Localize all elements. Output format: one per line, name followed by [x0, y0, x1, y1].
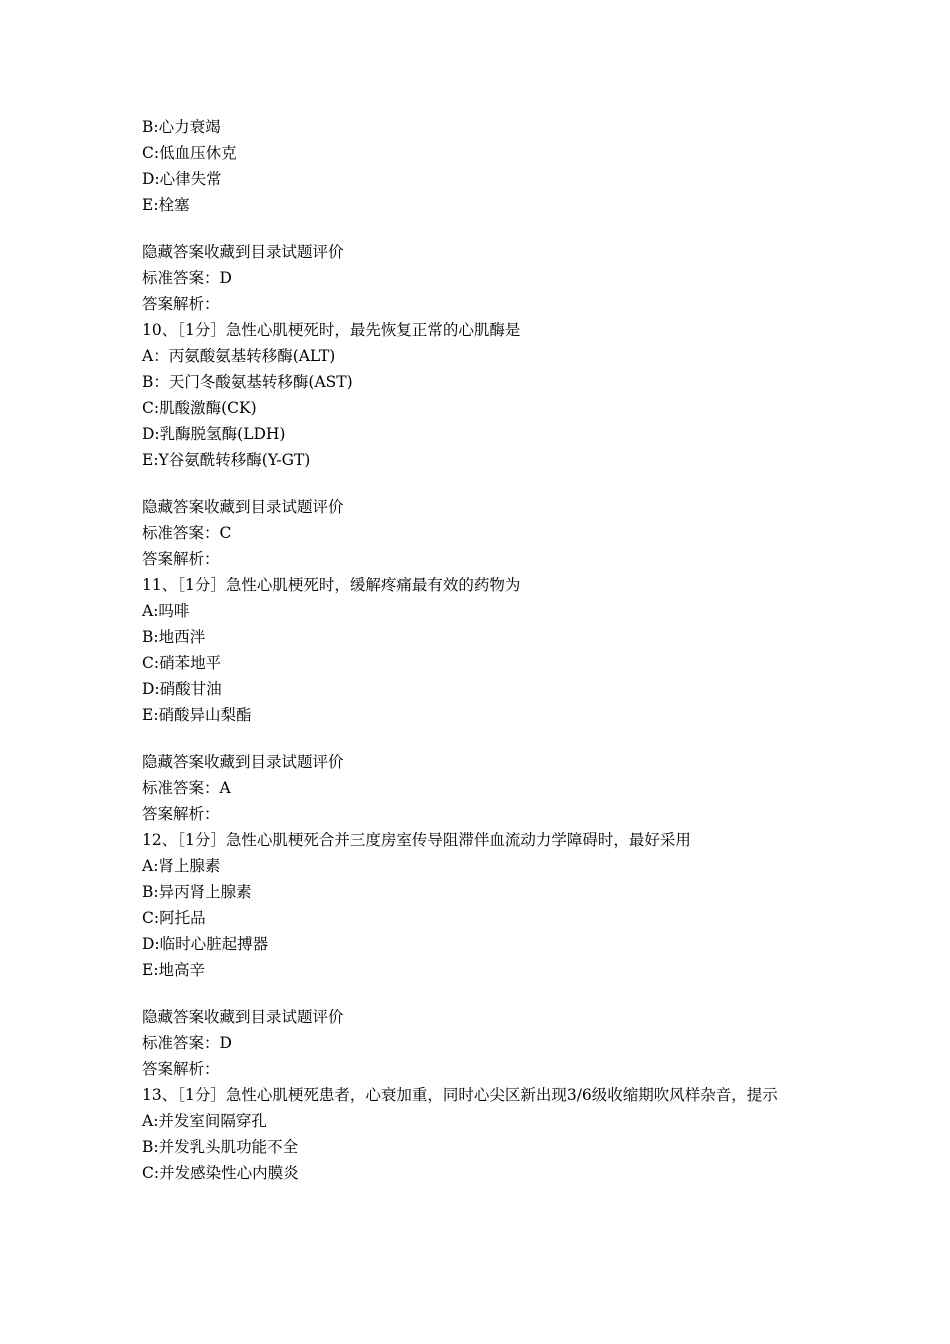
standard-answer: 标准答案：C	[142, 524, 232, 542]
document-page	[142, 114, 822, 1186]
option-b: B:地西泮	[142, 628, 206, 646]
question-stem: 10、［1分］急性心肌梗死时，最先恢复正常的心肌酶是	[142, 321, 521, 339]
answer-analysis: 答案解析：	[142, 550, 220, 568]
option-e: E:栓塞	[142, 196, 190, 214]
option-a: A:并发室间隔穿孔	[142, 1112, 267, 1130]
answer-actions[interactable]: 隐藏答案收藏到目录试题评价	[142, 1008, 344, 1026]
answer-actions[interactable]: 隐藏答案收藏到目录试题评价	[142, 243, 344, 261]
option-b: B：天门冬酸氨基转移酶(AST)	[142, 373, 353, 391]
option-c: C:硝苯地平	[142, 654, 222, 672]
option-d: D:乳酶脱氢酶(LDH)	[142, 425, 286, 443]
option-b: B:并发乳头肌功能不全	[142, 1138, 299, 1156]
option-c: C:阿托品	[142, 909, 206, 927]
question-stem: 11、［1分］急性心肌梗死时，缓解疼痛最有效的药物为	[142, 576, 521, 594]
question-10	[142, 317, 822, 572]
answer-analysis: 答案解析：	[142, 1060, 220, 1078]
question-9-tail	[142, 114, 822, 317]
answer-actions[interactable]: 隐藏答案收藏到目录试题评价	[142, 753, 344, 771]
option-e: E:Y谷氨酰转移酶(Y-GT)	[142, 451, 311, 469]
option-a: A:肾上腺素	[142, 857, 221, 875]
standard-answer: 标准答案：A	[142, 779, 231, 797]
question-stem: 12、［1分］急性心肌梗死合并三度房室传导阻滞伴血流动力学障碍时，最好采用	[142, 831, 691, 849]
answer-analysis: 答案解析：	[142, 295, 220, 313]
standard-answer: 标准答案：D	[142, 269, 232, 287]
option-c: C:肌酸激酶(CK)	[142, 399, 257, 417]
question-13	[142, 1082, 822, 1186]
option-b: B:异丙肾上腺素	[142, 883, 252, 901]
option-b: B:心力衰竭	[142, 118, 221, 136]
option-a: A:吗啡	[142, 602, 190, 620]
question-11	[142, 572, 822, 827]
option-a: A：丙氨酸氨基转移酶(ALT)	[142, 347, 336, 365]
answer-actions[interactable]: 隐藏答案收藏到目录试题评价	[142, 498, 344, 516]
standard-answer: 标准答案：D	[142, 1034, 232, 1052]
option-d: D:硝酸甘油	[142, 680, 222, 698]
option-e: E:地高辛	[142, 961, 206, 979]
option-d: D:临时心脏起搏器	[142, 935, 269, 953]
option-c: C:并发感染性心内膜炎	[142, 1164, 299, 1182]
answer-analysis: 答案解析：	[142, 805, 220, 823]
option-e: E:硝酸异山梨酯	[142, 706, 252, 724]
option-c: C:低血压休克	[142, 144, 237, 162]
question-stem: 13、［1分］急性心肌梗死患者，心衰加重，同时心尖区新出现3/6级收缩期吹风样杂音，提示	[142, 1086, 778, 1104]
question-12	[142, 827, 822, 1082]
option-d: D:心律失常	[142, 170, 222, 188]
